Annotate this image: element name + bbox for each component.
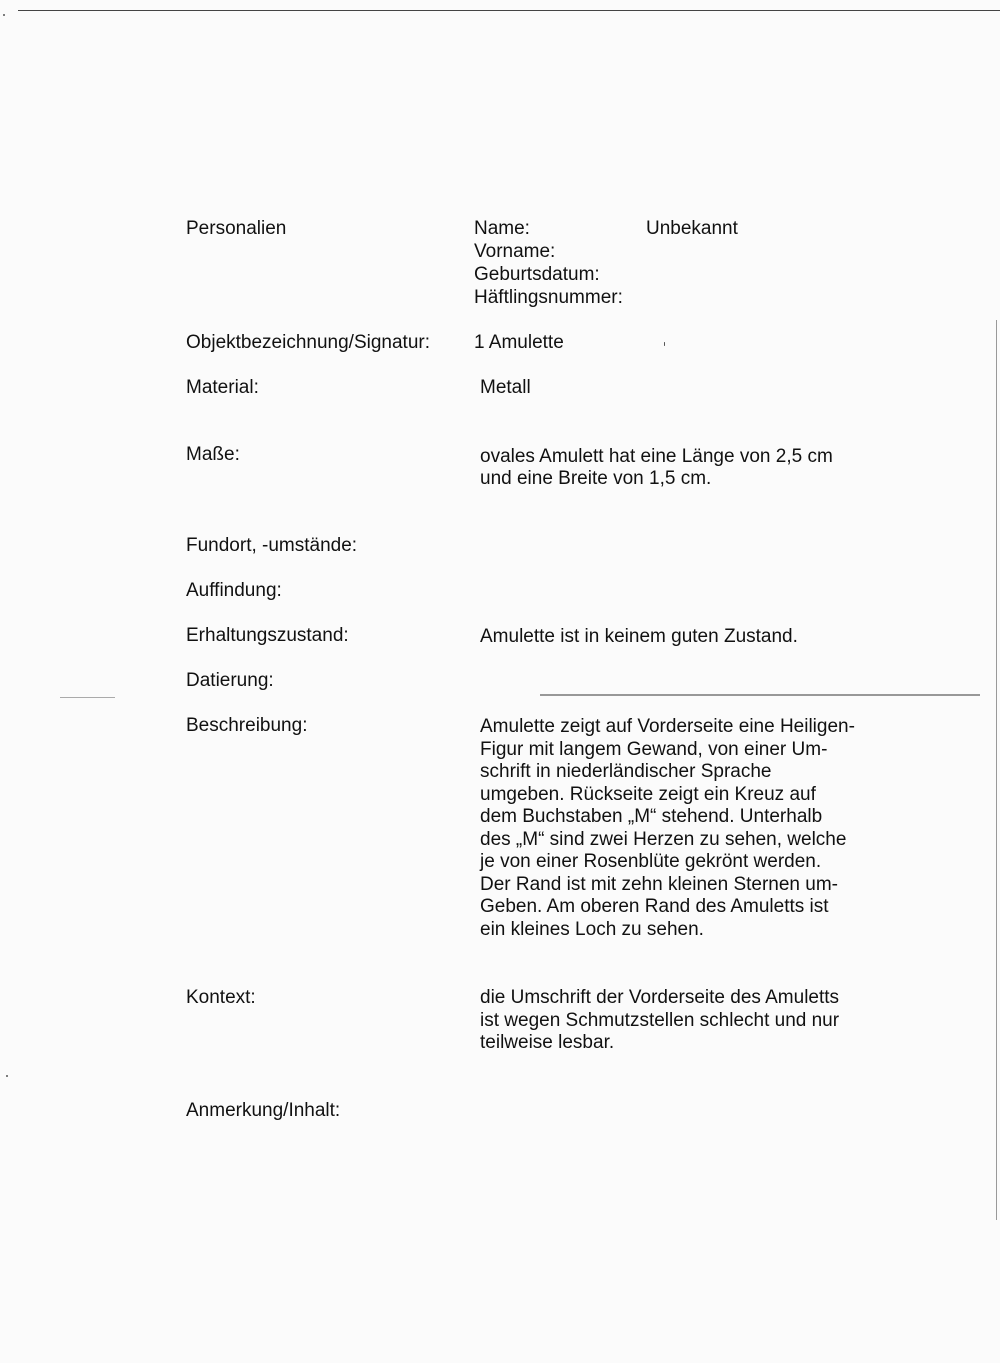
label-beschreibung: Beschreibung: <box>186 715 308 736</box>
value-kontext-line: teilweise lesbar. <box>480 1032 615 1053</box>
label-kontext: Kontext: <box>186 987 256 1008</box>
value-beschreibung-line: je von einer Rosenblüte gekrönt werden. <box>480 851 822 872</box>
label-personalien: Personalien <box>186 218 287 239</box>
label-anmerkung: Anmerkung/Inhalt: <box>186 1100 341 1121</box>
label-masse: Maße: <box>186 444 240 465</box>
label-fundort: Fundort, -umstände: <box>186 535 358 556</box>
label-name: Name: <box>474 218 530 239</box>
label-vorname: Vorname: <box>474 241 556 262</box>
value-kontext-line: ist wegen Schmutzstellen schlecht und nur <box>480 1010 840 1031</box>
value-masse-line: ovales Amulett hat eine Länge von 2,5 cm <box>480 446 833 467</box>
scan-speck <box>664 342 665 346</box>
label-material: Material: <box>186 377 259 398</box>
label-objektbezeichnung: Objektbezeichnung/Signatur: <box>186 332 430 353</box>
label-haeftlingsnummer: Häftlingsnummer: <box>474 287 623 308</box>
scan-fold-mark <box>60 697 115 698</box>
value-masse-line: und eine Breite von 1,5 cm. <box>480 468 712 489</box>
value-beschreibung-line: des „M“ sind zwei Herzen zu sehen, welche <box>480 829 847 850</box>
value-beschreibung-line: Figur mit langem Gewand, von einer Um- <box>480 739 828 760</box>
scan-top-border <box>18 10 1000 11</box>
value-beschreibung-line: Geben. Am oberen Rand des Amuletts ist <box>480 896 829 917</box>
value-beschreibung-line: Der Rand ist mit zehn kleinen Sternen um- <box>480 874 838 895</box>
label-auffindung: Auffindung: <box>186 580 282 601</box>
label-datierung: Datierung: <box>186 670 274 691</box>
value-beschreibung-line: umgeben. Rückseite zeigt ein Kreuz auf <box>480 784 816 805</box>
value-name: Unbekannt <box>646 218 738 239</box>
value-beschreibung-line: Amulette zeigt auf Vorderseite eine Heiligen- <box>480 716 855 737</box>
scan-speck <box>3 14 5 16</box>
value-beschreibung-line: ein kleines Loch zu sehen. <box>480 919 704 940</box>
value-material: Metall <box>480 377 531 398</box>
label-geburtsdatum: Geburtsdatum: <box>474 264 600 285</box>
value-beschreibung-line: schrift in niederländischer Sprache <box>480 761 772 782</box>
value-kontext-line: die Umschrift der Vorderseite des Amuletts <box>480 987 840 1008</box>
value-erhaltungszustand: Amulette ist in keinem guten Zustand. <box>480 626 798 647</box>
value-beschreibung-line: dem Buchstaben „M“ stehend. Unterhalb <box>480 806 823 827</box>
label-erhaltungszustand: Erhaltungszustand: <box>186 625 349 646</box>
scan-page-edge <box>996 320 997 1220</box>
value-objektbezeichnung: 1 Amulette <box>474 332 564 353</box>
scan-fold-line <box>540 694 980 696</box>
scan-speck <box>6 1075 8 1077</box>
